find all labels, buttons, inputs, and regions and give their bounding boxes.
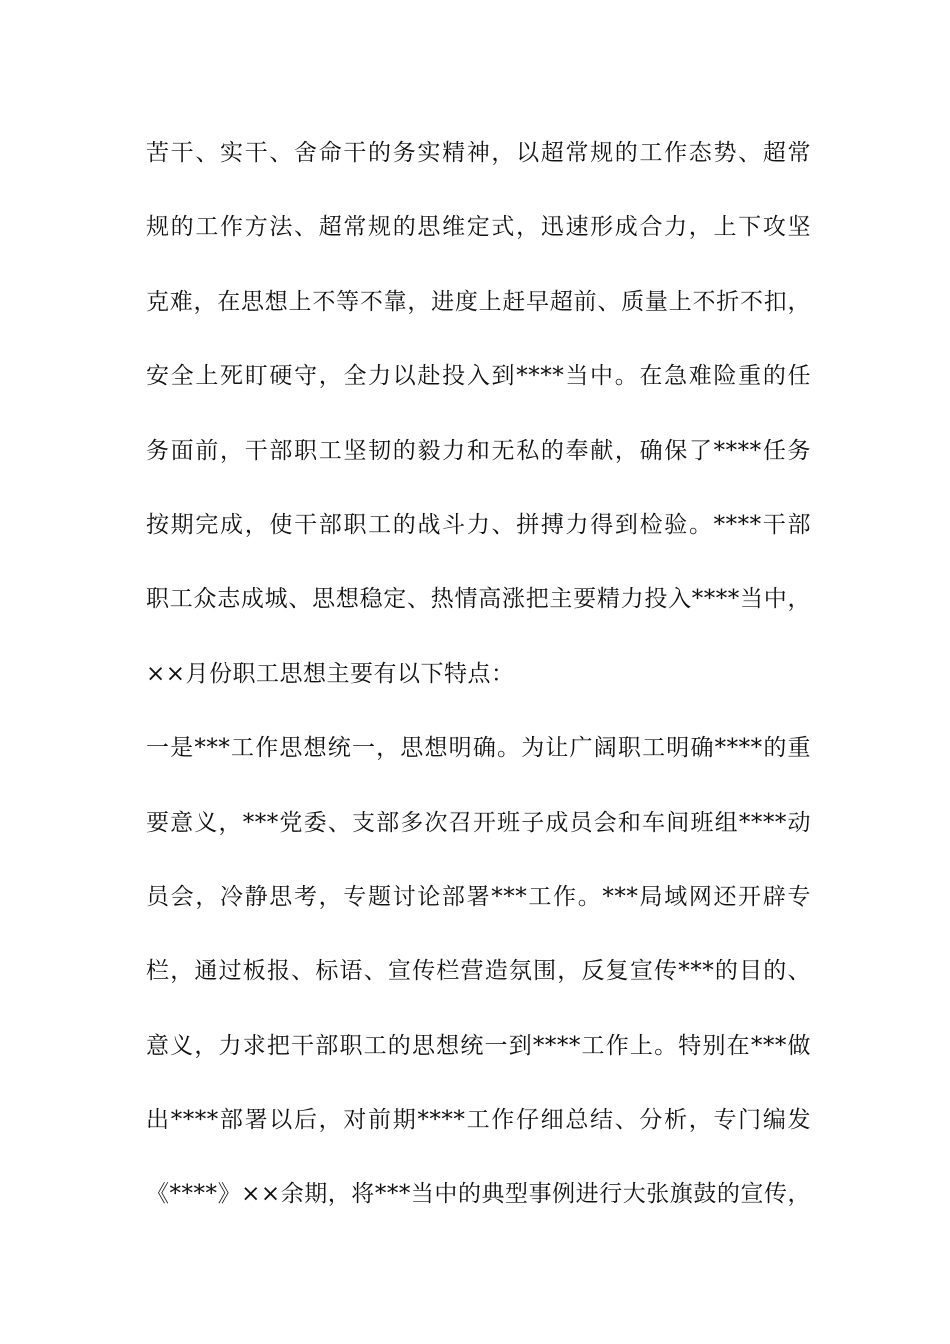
text-line-4: 安全上死盯硬守，全力以赴投入到****当中。在急难险重的任 [146,363,811,390]
text-line-7: 职工众志成城、思想稳定、热情高涨把主要精力投入****当中， [146,586,811,613]
text-line-3: 克难，在思想上不等不靠，进度上赶早超前、质量上不折不扣， [146,288,811,315]
text-line-15: 《****》××余期，将***当中的典型事例进行大张旗鼓的宣传， [146,1181,811,1208]
text-line-14: 出****部署以后，对前期****工作仔细总结、分析，专门编发 [146,1107,811,1134]
text-line-1: 苦干、实干、舍命干的务实精神，以超常规的工作态势、超常 [146,140,811,166]
text-line-10: 要意义，***党委、支部多次召开班子成员会和车间班组****动 [146,809,811,836]
text-line-9: 一是***工作思想统一，思想明确。为让广阔职工明确****的重 [146,735,811,762]
text-line-11: 员会，冷静思考，专题讨论部署***工作。***局域网还开辟专 [146,883,811,910]
text-line-6: 按期完成，使干部职工的战斗力、拼搏力得到检验。****干部 [146,511,811,538]
text-line-8: ××月份职工思想主要有以下特点： [146,660,515,687]
text-line-5: 务面前，干部职工坚韧的毅力和无私的奉献，确保了****任务 [146,437,811,464]
text-line-13: 意义，力求把干部职工的思想统一到****工作上。特别在***做 [146,1032,811,1059]
text-line-12: 栏，通过板报、标语、宣传栏营造氛围，反复宣传***的目的、 [146,958,811,985]
text-line-2: 规的工作方法、超常规的思维定式，迅速形成合力，上下攻坚 [146,214,811,241]
body-text [146,128,811,1244]
